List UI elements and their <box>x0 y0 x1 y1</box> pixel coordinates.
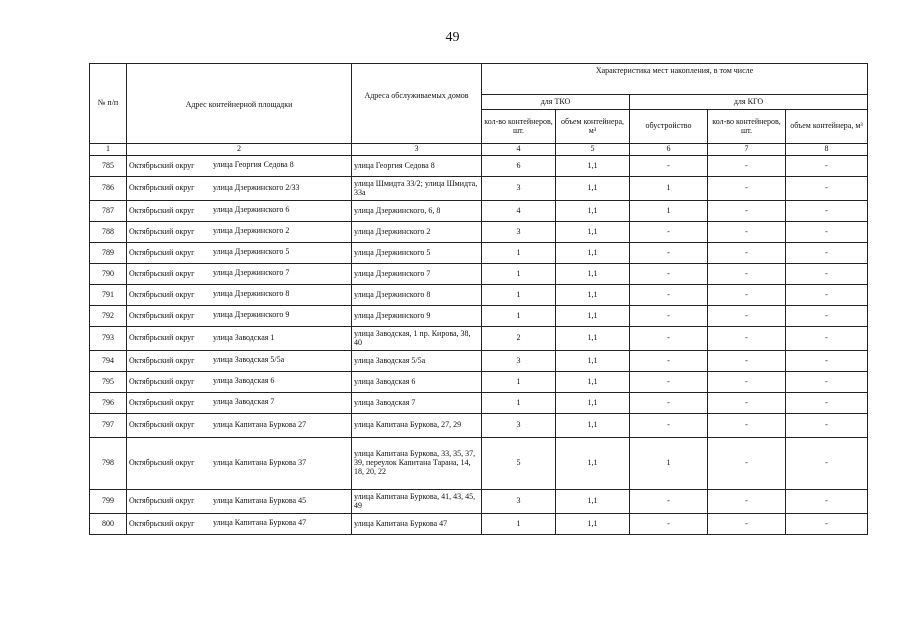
table-row <box>90 306 868 327</box>
kgo-facility: - <box>630 372 708 393</box>
row-num: 799 <box>90 490 127 514</box>
container-address <box>127 438 352 490</box>
table-row <box>90 243 868 264</box>
kgo-facility: - <box>630 285 708 306</box>
district-name: Октябрьский округ <box>129 183 195 193</box>
street-address: улица Капитана Буркова 37 <box>213 457 307 467</box>
kgo-volume: - <box>786 177 868 201</box>
column-number: 8 <box>786 144 868 156</box>
kgo-facility: - <box>630 351 708 372</box>
kgo-facility: - <box>630 243 708 264</box>
district-name: Октябрьский округ <box>129 420 195 430</box>
header-tko: для ТКО <box>482 95 630 110</box>
district-name: Октябрьский округ <box>129 205 195 215</box>
kgo-facility: - <box>630 264 708 285</box>
street-address: улица Заводская 5/5а <box>213 355 285 365</box>
table-row <box>90 414 868 438</box>
tko-volume: 1,1 <box>556 156 630 177</box>
tko-volume: 1,1 <box>556 351 630 372</box>
table-row <box>90 514 868 535</box>
tko-volume: 1,1 <box>556 393 630 414</box>
container-address <box>127 264 352 285</box>
row-num: 795 <box>90 372 127 393</box>
row-num: 788 <box>90 222 127 243</box>
district-name: Октябрьский округ <box>129 496 195 506</box>
kgo-facility: - <box>630 514 708 535</box>
kgo-count: - <box>708 351 786 372</box>
kgo-count: - <box>708 285 786 306</box>
kgo-count: - <box>708 327 786 351</box>
row-num: 794 <box>90 351 127 372</box>
street-address: улица Дзержинского 6 <box>213 205 290 215</box>
served-addresses: улица Дзержинского 9 <box>352 306 482 327</box>
street-address: улица Капитана Буркова 47 <box>213 518 307 528</box>
served-addresses: улица Дзержинского 7 <box>352 264 482 285</box>
served-addresses: улица Дзержинского 2 <box>352 222 482 243</box>
served-addresses: улица Дзержинского, 6, 8 <box>352 201 482 222</box>
tko-volume: 1,1 <box>556 327 630 351</box>
column-number: 6 <box>630 144 708 156</box>
header-container-address: Адрес контейнерной площадки <box>127 64 352 144</box>
street-address: улица Дзержинского 5 <box>213 247 290 257</box>
container-address <box>127 243 352 264</box>
served-addresses: улица Заводская 5/5а <box>352 351 482 372</box>
tko-count: 1 <box>482 285 556 306</box>
served-addresses: улица Капитана Буркова, 33, 35, 37, 39, переулок Капитана Тарана, 14, 18, 20, 22 <box>352 438 482 490</box>
table-row <box>90 177 868 201</box>
street-address: улица Дзержинского 2/33 <box>213 182 300 192</box>
served-addresses: улица Дзержинского 8 <box>352 285 482 306</box>
row-num: 787 <box>90 201 127 222</box>
row-num: 785 <box>90 156 127 177</box>
page-number: 49 <box>445 30 460 45</box>
column-number: 4 <box>482 144 556 156</box>
kgo-volume: - <box>786 201 868 222</box>
kgo-count: - <box>708 177 786 201</box>
table-row <box>90 327 868 351</box>
tko-count: 3 <box>482 222 556 243</box>
district-name: Октябрьский округ <box>129 247 195 257</box>
header-kgo-volume: объем контейнера, м³ <box>786 110 868 144</box>
table-row <box>90 393 868 414</box>
kgo-count: - <box>708 490 786 514</box>
header-tko-volume: объем контейнера, м³ <box>556 110 630 144</box>
tko-count: 3 <box>482 490 556 514</box>
district-name: Октябрьский округ <box>129 518 195 528</box>
container-address <box>127 285 352 306</box>
tko-volume: 1,1 <box>556 177 630 201</box>
table-row <box>90 285 868 306</box>
column-number: 7 <box>708 144 786 156</box>
column-number: 5 <box>556 144 630 156</box>
district-name: Октябрьский округ <box>129 160 195 170</box>
kgo-facility: - <box>630 327 708 351</box>
tko-count: 3 <box>482 177 556 201</box>
district-name: Октябрьский округ <box>129 226 195 236</box>
header-characteristics: Характеристика мест накопления, в том числе <box>482 64 868 95</box>
kgo-facility: - <box>630 306 708 327</box>
kgo-facility: 1 <box>630 438 708 490</box>
served-addresses: улица Заводская 7 <box>352 393 482 414</box>
tko-count: 3 <box>482 414 556 438</box>
street-address: улица Дзержинского 8 <box>213 289 290 299</box>
served-addresses: улица Георгия Седова 8 <box>352 156 482 177</box>
kgo-facility: - <box>630 414 708 438</box>
kgo-count: - <box>708 156 786 177</box>
kgo-count: - <box>708 222 786 243</box>
header-kgo: для КГО <box>630 95 868 110</box>
street-address: улица Капитана Буркова 27 <box>213 419 307 429</box>
street-address: улица Заводская 6 <box>213 376 275 386</box>
container-address <box>127 222 352 243</box>
kgo-volume: - <box>786 490 868 514</box>
kgo-count: - <box>708 306 786 327</box>
table-row <box>90 222 868 243</box>
table-row <box>90 351 868 372</box>
container-address <box>127 514 352 535</box>
kgo-volume: - <box>786 514 868 535</box>
kgo-volume: - <box>786 306 868 327</box>
kgo-count: - <box>708 243 786 264</box>
container-address <box>127 393 352 414</box>
kgo-count: - <box>708 264 786 285</box>
kgo-facility: 1 <box>630 177 708 201</box>
served-addresses: улица Заводская, 1 пр. Кирова, 38, 40 <box>352 327 482 351</box>
served-addresses: улица Капитана Буркова, 27, 29 <box>352 414 482 438</box>
district-name: Октябрьский округ <box>129 289 195 299</box>
served-addresses: улица Капитана Буркова, 41, 43, 45, 49 <box>352 490 482 514</box>
kgo-volume: - <box>786 222 868 243</box>
served-addresses: улица Заводская 6 <box>352 372 482 393</box>
kgo-volume: - <box>786 372 868 393</box>
tko-volume: 1,1 <box>556 264 630 285</box>
street-address: улица Георгия Седова 8 <box>213 160 294 170</box>
tko-volume: 1,1 <box>556 285 630 306</box>
tko-volume: 1,1 <box>556 414 630 438</box>
tko-volume: 1,1 <box>556 306 630 327</box>
kgo-count: - <box>708 414 786 438</box>
row-num: 796 <box>90 393 127 414</box>
tko-volume: 1,1 <box>556 372 630 393</box>
tko-volume: 1,1 <box>556 222 630 243</box>
kgo-volume: - <box>786 438 868 490</box>
street-address: улица Капитана Буркова 45 <box>213 495 307 505</box>
kgo-facility: - <box>630 222 708 243</box>
district-name: Октябрьский округ <box>129 458 195 468</box>
kgo-count: - <box>708 393 786 414</box>
tko-count: 1 <box>482 514 556 535</box>
header-num: № п/п <box>90 64 127 144</box>
kgo-volume: - <box>786 351 868 372</box>
tko-count: 1 <box>482 372 556 393</box>
kgo-volume: - <box>786 243 868 264</box>
row-num: 790 <box>90 264 127 285</box>
column-numbers-row <box>90 144 868 156</box>
container-address <box>127 490 352 514</box>
column-number: 1 <box>90 144 127 156</box>
table-row <box>90 264 868 285</box>
container-address <box>127 306 352 327</box>
kgo-facility: - <box>630 393 708 414</box>
served-addresses: улица Капитана Буркова 47 <box>352 514 482 535</box>
tko-count: 1 <box>482 243 556 264</box>
row-num: 792 <box>90 306 127 327</box>
district-name: Октябрьский округ <box>129 376 195 386</box>
kgo-volume: - <box>786 156 868 177</box>
tko-count: 1 <box>482 393 556 414</box>
district-name: Октябрьский округ <box>129 397 195 407</box>
kgo-volume: - <box>786 327 868 351</box>
tko-volume: 1,1 <box>556 243 630 264</box>
tko-count: 5 <box>482 438 556 490</box>
container-address <box>127 414 352 438</box>
tko-volume: 1,1 <box>556 514 630 535</box>
container-address <box>127 177 352 201</box>
kgo-count: - <box>708 201 786 222</box>
kgo-count: - <box>708 514 786 535</box>
tko-count: 3 <box>482 351 556 372</box>
row-num: 791 <box>90 285 127 306</box>
street-address: улица Дзержинского 2 <box>213 226 290 236</box>
street-address: улица Дзержинского 7 <box>213 268 290 278</box>
kgo-volume: - <box>786 285 868 306</box>
row-num: 797 <box>90 414 127 438</box>
kgo-facility: - <box>630 156 708 177</box>
container-address <box>127 351 352 372</box>
tko-count: 4 <box>482 201 556 222</box>
row-num: 789 <box>90 243 127 264</box>
tko-count: 6 <box>482 156 556 177</box>
kgo-volume: - <box>786 414 868 438</box>
district-name: Октябрьский округ <box>129 268 195 278</box>
row-num: 800 <box>90 514 127 535</box>
tko-volume: 1,1 <box>556 201 630 222</box>
kgo-count: - <box>708 438 786 490</box>
kgo-count: - <box>708 372 786 393</box>
row-num: 798 <box>90 438 127 490</box>
tko-count: 1 <box>482 264 556 285</box>
header-kgo-facility: обустройство <box>630 110 708 144</box>
header-kgo-count: кол-во контейнеров, шт. <box>708 110 786 144</box>
tko-count: 1 <box>482 306 556 327</box>
tko-count: 2 <box>482 327 556 351</box>
district-name: Октябрьский округ <box>129 310 195 320</box>
container-address <box>127 327 352 351</box>
column-number: 2 <box>127 144 352 156</box>
header-served-addresses: Адреса обслуживаемых домов <box>352 64 482 144</box>
tko-volume: 1,1 <box>556 490 630 514</box>
served-addresses: улица Дзержинского 5 <box>352 243 482 264</box>
container-address <box>127 201 352 222</box>
kgo-facility: 1 <box>630 201 708 222</box>
street-address: улица Заводская 7 <box>213 397 275 407</box>
table-row <box>90 201 868 222</box>
table-row <box>90 156 868 177</box>
street-address: улица Дзержинского 9 <box>213 310 290 320</box>
district-name: Октябрьский округ <box>129 333 195 343</box>
container-address <box>127 156 352 177</box>
tko-volume: 1,1 <box>556 438 630 490</box>
table-row <box>90 438 868 490</box>
register-table <box>89 63 868 535</box>
kgo-volume: - <box>786 264 868 285</box>
district-name: Октябрьский округ <box>129 355 195 365</box>
street-address: улица Заводская 1 <box>213 332 275 342</box>
header-tko-count: кол-во контейнеров, шт. <box>482 110 556 144</box>
container-address <box>127 372 352 393</box>
table-row <box>90 372 868 393</box>
row-num: 793 <box>90 327 127 351</box>
served-addresses: улица Шмидта 33/2; улица Шмидта, 33а <box>352 177 482 201</box>
table-row <box>90 490 868 514</box>
kgo-facility: - <box>630 490 708 514</box>
row-num: 786 <box>90 177 127 201</box>
column-number: 3 <box>352 144 482 156</box>
kgo-volume: - <box>786 393 868 414</box>
